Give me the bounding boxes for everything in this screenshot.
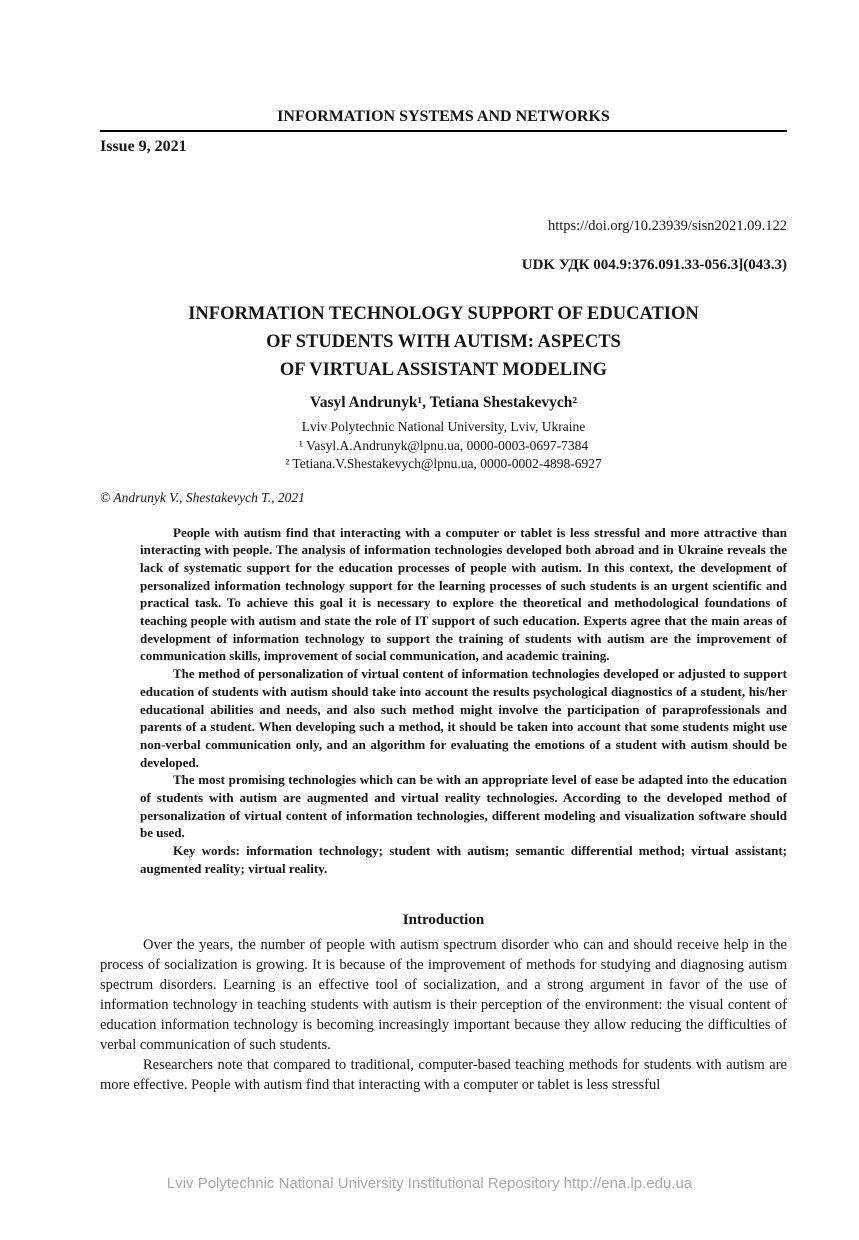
header-rule: [100, 130, 787, 132]
affiliation-block: [100, 418, 787, 474]
udk-label: UDK УДК 004.9:376.091.33-056.3](043.3): [521, 257, 787, 273]
article-title-line-1: INFORMATION TECHNOLOGY SUPPORT OF EDUCATION: [188, 304, 699, 324]
article-title-line-3: OF VIRTUAL ASSISTANT MODELING: [279, 360, 608, 380]
abstract-paragraph-2: The method of personalization of virtual content of information technologies developed or adjusted to support education of students with autism should take into account the results psychological diagnostics of a student, his/her educational abilities and needs, and also such method might involve the participation of paraprofessionals and parents of a student. When developing such a method, it should be taken into account that some students might use non-verbal communication only, and an algorithm for evaluating the emotions of a student with autism should be developed.: [140, 666, 787, 770]
issue-label: Issue 9, 2021: [100, 138, 187, 155]
article-title: [100, 300, 787, 384]
intro-paragraph-1: Over the years, the number of people with autism spectrum disorder who can and should receive help in the process of socialization is growing. It is because of the improvement of methods for studying and diagnosing autism spectrum disorders. Learning is an effective tool of socialization, and a strong argument in favor of the use of information technology in teaching students with autism is their perception of the environment: the visual content of education information technology is becoming increasingly important because they allow reducing the difficulties of verbal communication of such students.: [100, 936, 787, 1053]
abstract-block: [140, 524, 787, 878]
introduction-body: [100, 935, 787, 1095]
abstract-paragraph-3: The most promising technologies which can be with an appropriate level of ease be adapted into the education of students with autism are augmented and virtual reality technologies. According to the developed method of personalization of virtual content of information technologies, different modeling and visualization software should be used.: [140, 772, 787, 841]
affiliation-line: Lviv Polytechnic National University, Lviv, Ukraine: [301, 419, 586, 434]
repository-footer-link[interactable]: Lviv Polytechnic National University Institutional Repository http://ena.lp.edu.ua: [166, 1175, 693, 1192]
author2-contact: ² Tetiana.V.Shestakevych@lpnu.ua, 0000-0002-4898-6927: [285, 456, 602, 471]
introduction-heading: Introduction: [402, 911, 485, 928]
article-title-line-2: OF STUDENTS WITH AUTISM: ASPECTS: [266, 332, 621, 352]
authors-line: Vasyl Andrunyk¹, Tetiana Shestakevych²: [309, 394, 578, 411]
intro-paragraph-2: Researchers note that compared to traditional, computer-based teaching methods for students with autism are more effective. People with autism find that interacting with a computer or tablet is less stressful: [100, 1056, 787, 1093]
page-content: [100, 0, 787, 1095]
abstract-paragraph-1: People with autism find that interacting with a computer or tablet is less stressful and more attractive than interacting with people. The analysis of information technologies developed both abroad and in Ukraine reveals the lack of systematic support for the education processes of people with autism. In this context, the development of personalized information technology support for the learning processes of such students is an urgent scientific and practical task. To achieve this goal it is necessary to explore the theoretical and methodological foundations of teaching people with autism and state the role of IT support of such education. Experts agree that the main areas of development of information technology to support the training of students with autism are the improvement of communication skills, improvement of social communication, and academic training.: [140, 524, 787, 664]
doi-link[interactable]: https://doi.org/10.23939/sisn2021.09.122: [547, 218, 787, 234]
author1-contact: ¹ Vasyl.A.Andrunyk@lpnu.ua, 0000-0003-0697-7384: [298, 437, 589, 453]
copyright-line: © Andrunyk V., Shestakevych T., 2021: [100, 489, 305, 505]
journal-title: INFORMATION SYSTEMS AND NETWORKS: [277, 108, 610, 125]
keywords-paragraph: Key words: information technology; student with autism; semantic differential method; virtual assistant; augmented reality; virtual reality.: [140, 843, 787, 876]
